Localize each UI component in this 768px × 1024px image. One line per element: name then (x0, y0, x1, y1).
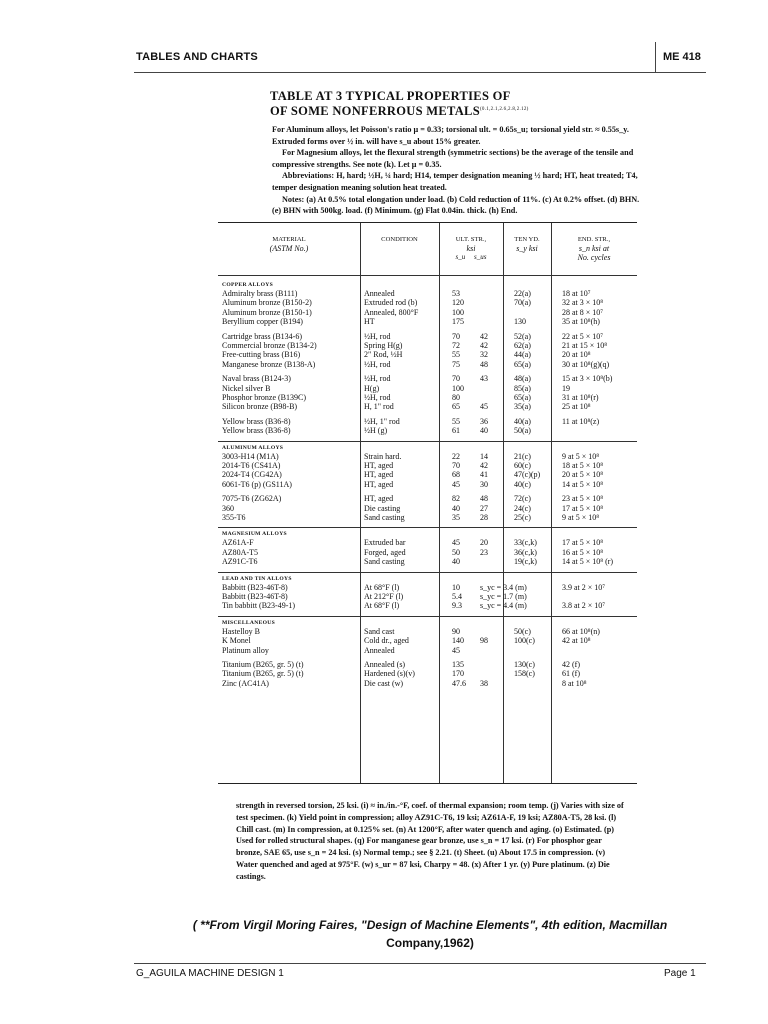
cell-material: AZ91C-T6 (222, 557, 258, 567)
cell-tensile-yield: 24(c) (514, 503, 531, 513)
cell-tensile-yield: 21(c) (514, 451, 531, 461)
cell-ult-shear: 23 (480, 547, 488, 557)
cell-ult: 5.4 (452, 592, 462, 601)
page-number: Page 1 (664, 968, 696, 979)
table-row (222, 504, 637, 513)
cell-condition: HT (364, 317, 375, 327)
cell-material: Beryllium copper (B194) (222, 317, 303, 327)
intro-abbreviations: Abbreviations: H, hard; ½H, ¼ hard; H14, temper designation meaning ½ hard; HT, heat treated; T4, temper designation meaning solution heat treated. (272, 171, 638, 192)
cell-ult: 175 (452, 317, 464, 327)
col-ten-label: TEN YD. (514, 236, 540, 243)
cell-ult-shear: 48 (480, 359, 488, 369)
table-row (222, 646, 637, 655)
cell-material: Titanium (B265, gr. 5) (t) (222, 669, 304, 679)
cell-ult-shear: 98 (480, 636, 488, 646)
table-row (222, 384, 637, 393)
source-line2: Company,1962) (386, 936, 474, 950)
cell-endurance: 8 at 10⁸ (562, 678, 587, 688)
cell-ult-shear: 48 (480, 494, 488, 504)
section-title: ALUMINUM ALLOYS (222, 444, 284, 451)
cell-ult-shear: 42 (480, 341, 488, 350)
cell-condition: ½H, rod (364, 393, 391, 402)
col-ult-label: ULT. STR., (455, 236, 487, 243)
cell-material: Manganese bronze (B138-A) (222, 359, 316, 369)
cell-tensile-yield: 130 (514, 317, 526, 327)
cell-condition: HT, aged (364, 479, 394, 489)
cell-material: AZ61A-F (222, 538, 254, 548)
cell-ult: 55 (452, 350, 460, 360)
cell-ult: 45 (452, 538, 460, 548)
table-row (222, 360, 637, 369)
cell-condition: ½H, rod (364, 374, 391, 384)
cell-ult-shear: 27 (480, 503, 488, 513)
cell-ult: 140 (452, 636, 464, 646)
table-title (270, 90, 642, 118)
section-divider (218, 572, 637, 573)
cell-material: Commercial bronze (B134-2) (222, 341, 317, 350)
cell-ult: 47.6 (452, 678, 466, 688)
table-row (222, 317, 637, 326)
cell-material: 7075-T6 (ZG62A) (222, 494, 282, 504)
cell-ult: 53 (452, 289, 460, 298)
cell-material: Naval brass (B124-3) (222, 374, 291, 384)
cell-material: Silicon bronze (B98-B) (222, 402, 298, 412)
cell-material: Phosphor bronze (B139C) (222, 393, 306, 402)
cell-ult-shear: s_yc = 1.7 (m) (480, 592, 527, 601)
cell-material: Cartridge brass (B134-6) (222, 331, 302, 341)
cell-condition: Spring H(g) (364, 341, 403, 350)
cell-tensile-yield: 47(c)(p) (514, 470, 541, 480)
cell-ult-shear: 32 (480, 350, 488, 360)
table-title-refs: (0.1,2.1,2.6,2.8,2.12) (479, 107, 529, 112)
cell-ult: 65 (452, 402, 460, 412)
cell-endurance: 18 at 5 × 10⁸ (562, 461, 604, 470)
cell-endurance: 11 at 10⁸(z) (562, 416, 600, 426)
cell-ult: 70 (452, 331, 460, 341)
cell-condition: Forged, aged (364, 547, 406, 557)
section-divider (218, 441, 637, 442)
cell-condition: Sand casting (364, 513, 405, 522)
table-row (222, 332, 637, 341)
cell-ult-shear: 14 (480, 451, 488, 461)
cell-ult-shear: s_yc = 4.4 (m) (480, 601, 527, 611)
cell-material: 2014-T6 (CS41A) (222, 461, 281, 470)
cell-ult: 68 (452, 470, 460, 480)
cell-ult-shear: 42 (480, 461, 488, 470)
cell-tensile-yield: 65(a) (514, 393, 531, 402)
cell-material: 6061-T6 (p) (GS11A) (222, 479, 292, 489)
table-row (222, 470, 637, 479)
col-end-unit: s_n ksi at (578, 244, 610, 253)
cell-material: 2024-T4 (CG42A) (222, 470, 282, 480)
cell-condition: Annealed (364, 645, 395, 655)
cell-ult-shear: 45 (480, 402, 488, 412)
cell-ult: 70 (452, 461, 460, 470)
cell-tensile-yield: 48(a) (514, 374, 531, 384)
col-ult-unit: ksi (466, 244, 476, 253)
cell-ult: 40 (452, 503, 460, 513)
cell-condition: Extruded bar (364, 538, 406, 548)
cell-condition: At 212°F (l) (364, 592, 404, 601)
section-title: MAGNESIUM ALLOYS (222, 531, 287, 538)
cell-condition: Cold dr., aged (364, 636, 409, 646)
source-citation (150, 916, 710, 952)
cell-condition: At 68°F (l) (364, 601, 400, 611)
cell-ult: 9.3 (452, 601, 462, 611)
col-condition: CONDITION (381, 236, 418, 243)
cell-material: Aluminum bronze (B150-1) (222, 307, 312, 317)
cell-endurance: 14 at 5 × 10⁸ (r) (562, 557, 614, 567)
cell-ult: 35 (452, 513, 460, 522)
header-bottom-rule (218, 275, 637, 276)
cell-condition: Strain hard. (364, 451, 402, 461)
col-ult (439, 235, 503, 262)
cell-endurance: 32 at 3 × 10⁸ (562, 298, 604, 308)
cell-ult: 10 (452, 582, 460, 592)
cell-material: 360 (222, 503, 234, 513)
cell-material: Aluminum bronze (B150-2) (222, 298, 312, 308)
cell-material: K Monel (222, 636, 251, 646)
cell-ult-shear: 43 (480, 374, 488, 384)
cell-material: AZ80A-T5 (222, 547, 258, 557)
cell-tensile-yield: 70(a) (514, 298, 531, 308)
table-row (222, 417, 637, 426)
cell-ult: 170 (452, 669, 464, 679)
cell-ult: 120 (452, 298, 464, 308)
table-row (222, 298, 637, 307)
cell-material: Babbitt (B23-46T-8) (222, 592, 288, 601)
cell-tensile-yield: 85(a) (514, 383, 531, 393)
table-footnotes: strength in reversed torsion, 25 ksi. (i) ≈ in./in.-°F, coef. of thermal expansion; room temp. (j) Varies with size of test specimen. (k) Yield point in compression; alloy AZ91C-T6, 19 ksi; AZ61A-F, 19 ksi; AZ80A-T5, 28 ksi. (l) Chill cast. (m) In compression, at 0.125% set. (n) At 1200°F, after water quench and aging. (o) Estimated. (p) Used for rolled structural shapes. (q) For manganese gear bronze, use s_n = 17 ksi. (r) For phosphor gear bronze, SAE 65, use s_n = 24 ksi. (s) Normal temp.; see § 2.21. (t) Sheet. (u) About 17.5 in compression. (v) Water quenched and aged at 975°F. (w) s_ur = 87 ksi, Charpy = 48. (x) After 1 yr. (y) Pure platinum. (z) Die castings. (236, 801, 624, 881)
cell-ult: 80 (452, 393, 460, 402)
cell-endurance: 17 at 5 × 10⁸ (562, 503, 604, 513)
footer-course: G_AGUILA MACHINE DESIGN 1 (136, 968, 284, 979)
cell-condition: ½H, 1" rod (364, 416, 400, 426)
properties-table (218, 222, 637, 784)
cell-endurance: 20 at 5 × 10⁸ (562, 470, 604, 480)
cell-material: Titanium (B265, gr. 5) (t) (222, 660, 304, 669)
cell-tensile-yield: 33(c,k) (514, 538, 537, 548)
course-code: ME 418 (663, 51, 701, 63)
table-row (222, 452, 637, 461)
cell-material: Admiralty brass (B111) (222, 289, 298, 298)
cell-ult: 82 (452, 494, 460, 504)
cell-endurance: 61 (f) (562, 669, 580, 679)
table-row (222, 548, 637, 557)
cell-ult: 75 (452, 359, 460, 369)
cell-ult-shear: 42 (480, 331, 488, 341)
table-row (222, 592, 637, 601)
cell-material: 355-T6 (222, 513, 246, 522)
cell-tensile-yield: 36(c,k) (514, 547, 537, 557)
col-material (218, 235, 360, 253)
col-end-label: END. STR., (577, 236, 611, 243)
col-ult-su: s_u (455, 253, 466, 261)
cell-condition: Annealed (364, 289, 395, 298)
cell-ult: 135 (452, 660, 464, 669)
cell-ult: 50 (452, 547, 460, 557)
table-intro (272, 124, 642, 217)
cell-condition: Hardened (s)(v) (364, 669, 415, 679)
table-row (222, 350, 637, 359)
cell-tensile-yield: 72(c) (514, 494, 531, 504)
cell-endurance: 42 (f) (562, 660, 580, 669)
cell-tensile-yield: 50(a) (514, 426, 531, 436)
table-row (222, 426, 637, 435)
table-title-line2-text: OF SOME NONFERROUS METALS (270, 104, 480, 119)
table-row (222, 636, 637, 645)
cell-tensile-yield: 22(a) (514, 289, 531, 298)
cell-tensile-yield: 158(c) (514, 669, 535, 679)
cell-endurance: 30 at 10⁸(g)(q) (562, 359, 610, 369)
section-title: LEAD AND TIN ALLOYS (222, 575, 292, 582)
cell-condition: H(g) (364, 383, 380, 393)
cell-condition: Annealed (s) (364, 660, 406, 669)
cell-endurance: 22 at 5 × 10⁷ (562, 331, 604, 341)
cell-tensile-yield: 40(a) (514, 416, 531, 426)
table-row (222, 660, 637, 669)
cell-condition: Annealed, 800°F (364, 307, 419, 317)
cell-condition: Sand casting (364, 557, 405, 567)
cell-condition: Die casting (364, 503, 401, 513)
header-title: TABLES AND CHARTS (136, 51, 258, 63)
col-end (551, 235, 637, 262)
cell-endurance: 25 at 10⁸ (562, 402, 591, 412)
cell-material: Zinc (AC41A) (222, 678, 269, 688)
cell-endurance: 14 at 5 × 10⁸ (562, 479, 604, 489)
cell-tensile-yield: 65(a) (514, 359, 531, 369)
cell-material: Platinum alloy (222, 645, 269, 655)
cell-endurance: 23 at 5 × 10⁸ (562, 494, 604, 504)
col-ult-sus: s_us (474, 253, 487, 261)
cell-tensile-yield: 19(c,k) (514, 557, 537, 567)
cell-material: Yellow brass (B36-8) (222, 426, 291, 436)
cell-tensile-yield: 130(c) (514, 660, 535, 669)
cell-endurance: 31 at 10⁸(r) (562, 393, 599, 402)
cell-endurance: 28 at 8 × 10⁷ (562, 307, 604, 317)
cell-ult-shear: 40 (480, 426, 488, 436)
cell-tensile-yield: 62(a) (514, 341, 531, 350)
cell-ult-shear: s_yc = 3.4 (m) (480, 582, 527, 592)
cell-material: Nickel silver B (222, 383, 271, 393)
cell-condition: ½H (g) (364, 426, 388, 436)
cell-ult: 72 (452, 341, 460, 350)
cell-ult: 22 (452, 451, 460, 461)
cell-ult: 90 (452, 626, 460, 636)
cell-ult-shear: 30 (480, 479, 488, 489)
intro-aluminum: For Aluminum alloys, let Poisson's ratio μ = 0.33; torsional ult. = 0.65s_u; torsional yield str. ≈ 0.55s_y. Extruded forms over ½ in. will have s_u about 15% greater. (272, 125, 629, 146)
cell-ult: 100 (452, 383, 464, 393)
cell-condition: HT, aged (364, 470, 394, 480)
cell-material: Tin babbitt (B23-49-1) (222, 601, 296, 611)
section-divider (218, 527, 637, 528)
cell-ult: 55 (452, 416, 460, 426)
cell-ult-shear: 38 (480, 678, 488, 688)
cell-endurance: 9 at 5 × 10⁸ (562, 513, 600, 522)
cell-material: Free-cutting brass (B16) (222, 350, 301, 360)
header-rule (134, 72, 706, 73)
cell-endurance: 42 at 10⁸ (562, 636, 591, 646)
cell-endurance: 15 at 3 × 10⁸(b) (562, 374, 613, 384)
table-row (222, 538, 637, 547)
cell-material: 3003-H14 (M1A) (222, 451, 279, 461)
table-row (222, 601, 637, 610)
cell-ult-shear: 20 (480, 538, 488, 548)
table-row (222, 402, 637, 411)
cell-condition: HT, aged (364, 494, 394, 504)
cell-ult: 61 (452, 426, 460, 436)
cell-condition: At 68°F (l) (364, 582, 400, 592)
table-row (222, 669, 637, 678)
cell-tensile-yield: 25(c) (514, 513, 531, 522)
table-title-line2 (270, 103, 642, 118)
cell-endurance: 3.8 at 2 × 10⁷ (562, 601, 606, 611)
section-title: MISCELLANEOUS (222, 619, 276, 626)
section-divider (218, 616, 637, 617)
table-row (222, 341, 637, 350)
cell-endurance: 19 (562, 383, 570, 393)
cell-ult: 100 (452, 307, 464, 317)
cell-ult-shear: 36 (480, 416, 488, 426)
cell-condition: H, 1" rod (364, 402, 394, 412)
cell-condition: HT, aged (364, 461, 394, 470)
cell-ult: 70 (452, 374, 460, 384)
cell-condition: Extruded rod (b) (364, 298, 418, 308)
table-row (222, 679, 637, 688)
cell-ult-shear: 41 (480, 470, 488, 480)
cell-endurance: 35 at 10⁸(h) (562, 317, 600, 327)
table-title-line1: TABLE AT 3 TYPICAL PROPERTIES OF (270, 89, 511, 103)
cell-condition: ½H, rod (364, 359, 391, 369)
table-row (222, 461, 637, 470)
section-title: COPPER ALLOYS (222, 282, 273, 288)
cell-tensile-yield: 50(c) (514, 626, 531, 636)
cell-ult: 45 (452, 479, 460, 489)
cell-endurance: 21 at 15 × 10⁸ (562, 341, 608, 350)
cell-material: Babbitt (B23-46T-8) (222, 582, 288, 592)
header-divider (655, 42, 656, 73)
cell-endurance: 9 at 5 × 10⁸ (562, 451, 600, 461)
cell-endurance: 16 at 5 × 10⁸ (562, 547, 604, 557)
intro-magnesium: For Magnesium alloys, let the flexural strength (symmetric sections) be the average of the tensile and compressive strengths. See note (k). Let μ = 0.35. (272, 148, 634, 169)
cell-endurance: 17 at 5 × 10⁸ (562, 538, 604, 548)
cell-ult: 45 (452, 645, 460, 655)
cell-tensile-yield: 40(c) (514, 479, 531, 489)
table-row (222, 308, 637, 317)
intro-notes: Notes: (a) At 0.5% total elongation under load. (b) Cold reduction of 11%. (c) At 0.2% offset. (d) BHN. (e) BHN with 500kg. load. (f) Minimum. (g) Flat 0.04in. thick. (h) End. (272, 194, 640, 216)
cell-condition: ½H, rod (364, 331, 391, 341)
cell-endurance: 3.9 at 2 × 10⁷ (562, 582, 606, 592)
cell-condition: Die cast (w) (364, 678, 404, 688)
table-row (222, 627, 637, 636)
cell-condition: 2" Rod, ½H (364, 350, 403, 360)
col-end-unit2: No. cycles (577, 253, 611, 262)
cell-tensile-yield: 35(a) (514, 402, 531, 412)
cell-endurance: 66 at 10⁸(n) (562, 626, 600, 636)
cell-tensile-yield: 52(a) (514, 331, 531, 341)
cell-tensile-yield: 44(a) (514, 350, 531, 360)
col-material-label: MATERIAL (272, 236, 306, 243)
table-row (222, 374, 637, 383)
table-row (222, 557, 637, 566)
col-ult-sub (439, 253, 503, 262)
table-row (222, 513, 637, 522)
cell-material: Hastelloy B (222, 626, 260, 636)
table-row (222, 289, 637, 298)
cell-endurance: 20 at 10⁸ (562, 350, 591, 360)
footer-rule (134, 963, 706, 964)
cell-tensile-yield: 100(c) (514, 636, 535, 646)
cell-condition: Sand cast (364, 626, 395, 636)
source-line1: ( **From Virgil Moring Faires, "Design of Machine Elements", 4th edition, Macmillan (192, 918, 668, 932)
cell-ult-shear: 28 (480, 513, 488, 522)
cell-endurance: 18 at 10⁷ (562, 289, 591, 298)
table-row (222, 480, 637, 489)
col-ten-unit: s_y ksi (516, 244, 538, 253)
table-row (222, 583, 637, 592)
col-ten (503, 235, 551, 253)
cell-material: Yellow brass (B36-8) (222, 416, 291, 426)
cell-ult: 40 (452, 557, 460, 567)
table-row (222, 494, 637, 503)
cell-tensile-yield: 60(c) (514, 461, 531, 470)
table-row (222, 393, 637, 402)
col-material-sub: (ASTM No.) (269, 244, 309, 253)
